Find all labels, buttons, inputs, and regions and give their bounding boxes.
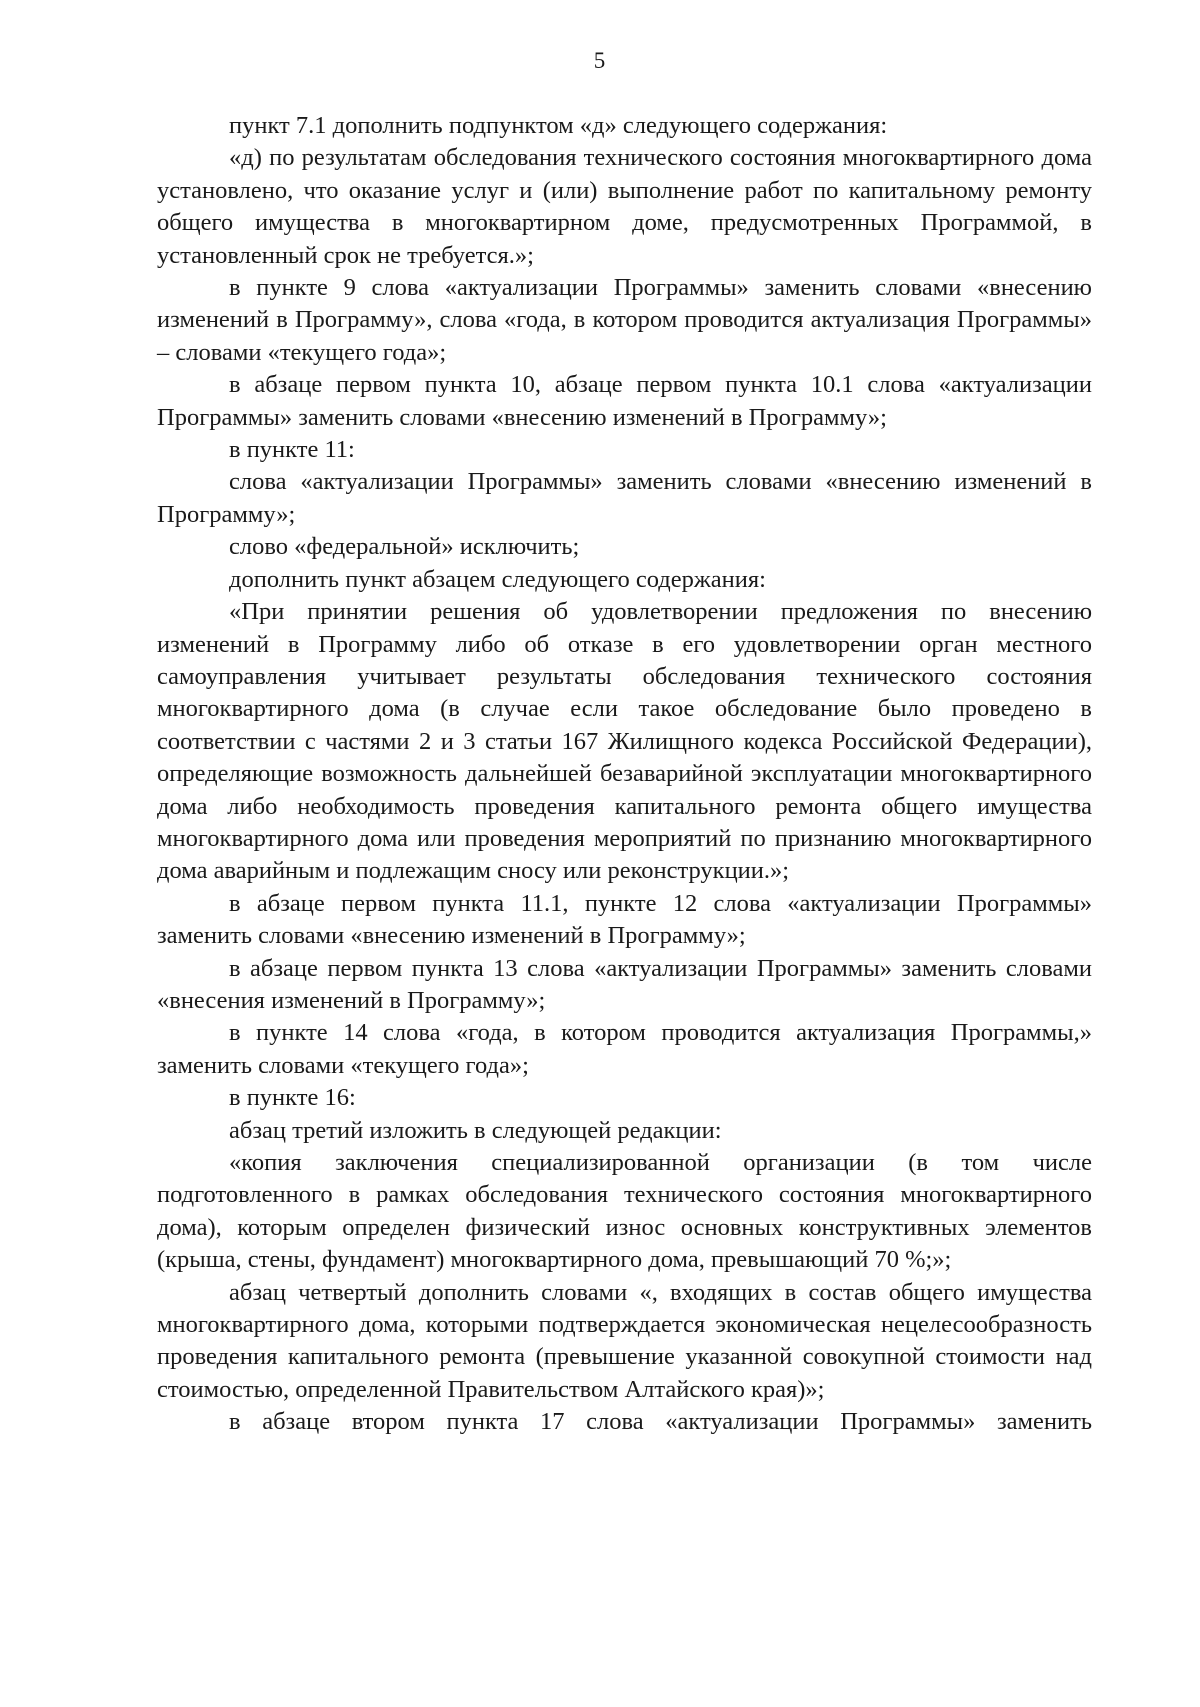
paragraph: дополнить пункт абзацем следующего содержания: bbox=[229, 565, 766, 593]
paragraph: абзац четвертый дополнить словами «, входящих в состав общего имущества многоквартирного дома, которыми подтверждается экономическая нецелесообразность проведения капитального ремонта (превышение указанной совокупной стоимости над стоимостью, определенной Правительством Алтайского края)»; bbox=[157, 1278, 1092, 1403]
paragraph: в абзаце первом пункта 10, абзаце первом пункта 10.1 слова «актуализации Программы» заменить словами «внесению изменений в Программу»; bbox=[157, 371, 1092, 431]
paragraph: в абзаце первом пункта 13 слова «актуализации Программы» заменить словами «внесения изменений в Программу»; bbox=[157, 954, 1092, 1014]
paragraph: «копия заключения специализированной организации (в том числе подготовленного в рамках обследования технического состояния многоквартирного дома), которым определен физический износ основных конструктивных элементов (крыша, стены, фундамент) многоквартирного дома, превышающий 70 %;»; bbox=[157, 1149, 1092, 1274]
paragraph: «При принятии решения об удовлетворении предложения по внесению изменений в Программу либо об отказе в его удовлетворении орган местного самоуправления учитывает результаты обследования технического состояния многоквартирного дома (в случае если такое обследование было проведено в соответствии с частями 2 и 3 статьи 167 Жилищного кодекса Российской Федерации), определяющие возможность дальнейшей безаварийной эксплуатации многоквартирного дома либо необходимость проведения капитального ремонта общего имущества многоквартирного дома или проведения мероприятий по признанию многоквартирного дома аварийным и подлежащим сносу или реконструкции.»; bbox=[157, 598, 1092, 885]
paragraph: слова «актуализации Программы» заменить словами «внесению изменений в Программу»; bbox=[157, 468, 1092, 528]
paragraph: в абзаце втором пункта 17 слова «актуализации Программы» заменить bbox=[229, 1408, 1092, 1436]
document-body bbox=[157, 110, 1092, 1439]
paragraph: пункт 7.1 дополнить подпунктом «д» следующего содержания: bbox=[229, 112, 888, 139]
paragraph: в абзаце первом пункта 11.1, пункте 12 слова «актуализации Программы» заменить словами «внесению изменений в Программу»; bbox=[157, 889, 1092, 950]
paragraph: в пункте 14 слова «года, в котором проводится актуализация Программы,» заменить словами «текущего года»; bbox=[157, 1019, 1092, 1079]
paragraph: в пункте 11: bbox=[229, 436, 355, 464]
paragraph: в пункте 9 слова «актуализации Программы» заменить словами «внесению изменений в Программу», слова «года, в котором проводится актуализация Программы» – словами «текущего года»; bbox=[157, 274, 1092, 366]
paragraph: в пункте 16: bbox=[229, 1084, 356, 1112]
paragraph: слово «федеральной» исключить; bbox=[229, 533, 580, 561]
page-number: 5 bbox=[593, 48, 607, 73]
paragraph: абзац третий изложить в следующей редакции: bbox=[229, 1116, 722, 1144]
paragraph: «д) по результатам обследования технического состояния многоквартирного дома установлено, что оказание услуг и (или) выполнение работ по капитальному ремонту общего имущества в многоквартирном доме, предусмотренных Программой, в установленный срок не требуется.»; bbox=[157, 144, 1092, 269]
